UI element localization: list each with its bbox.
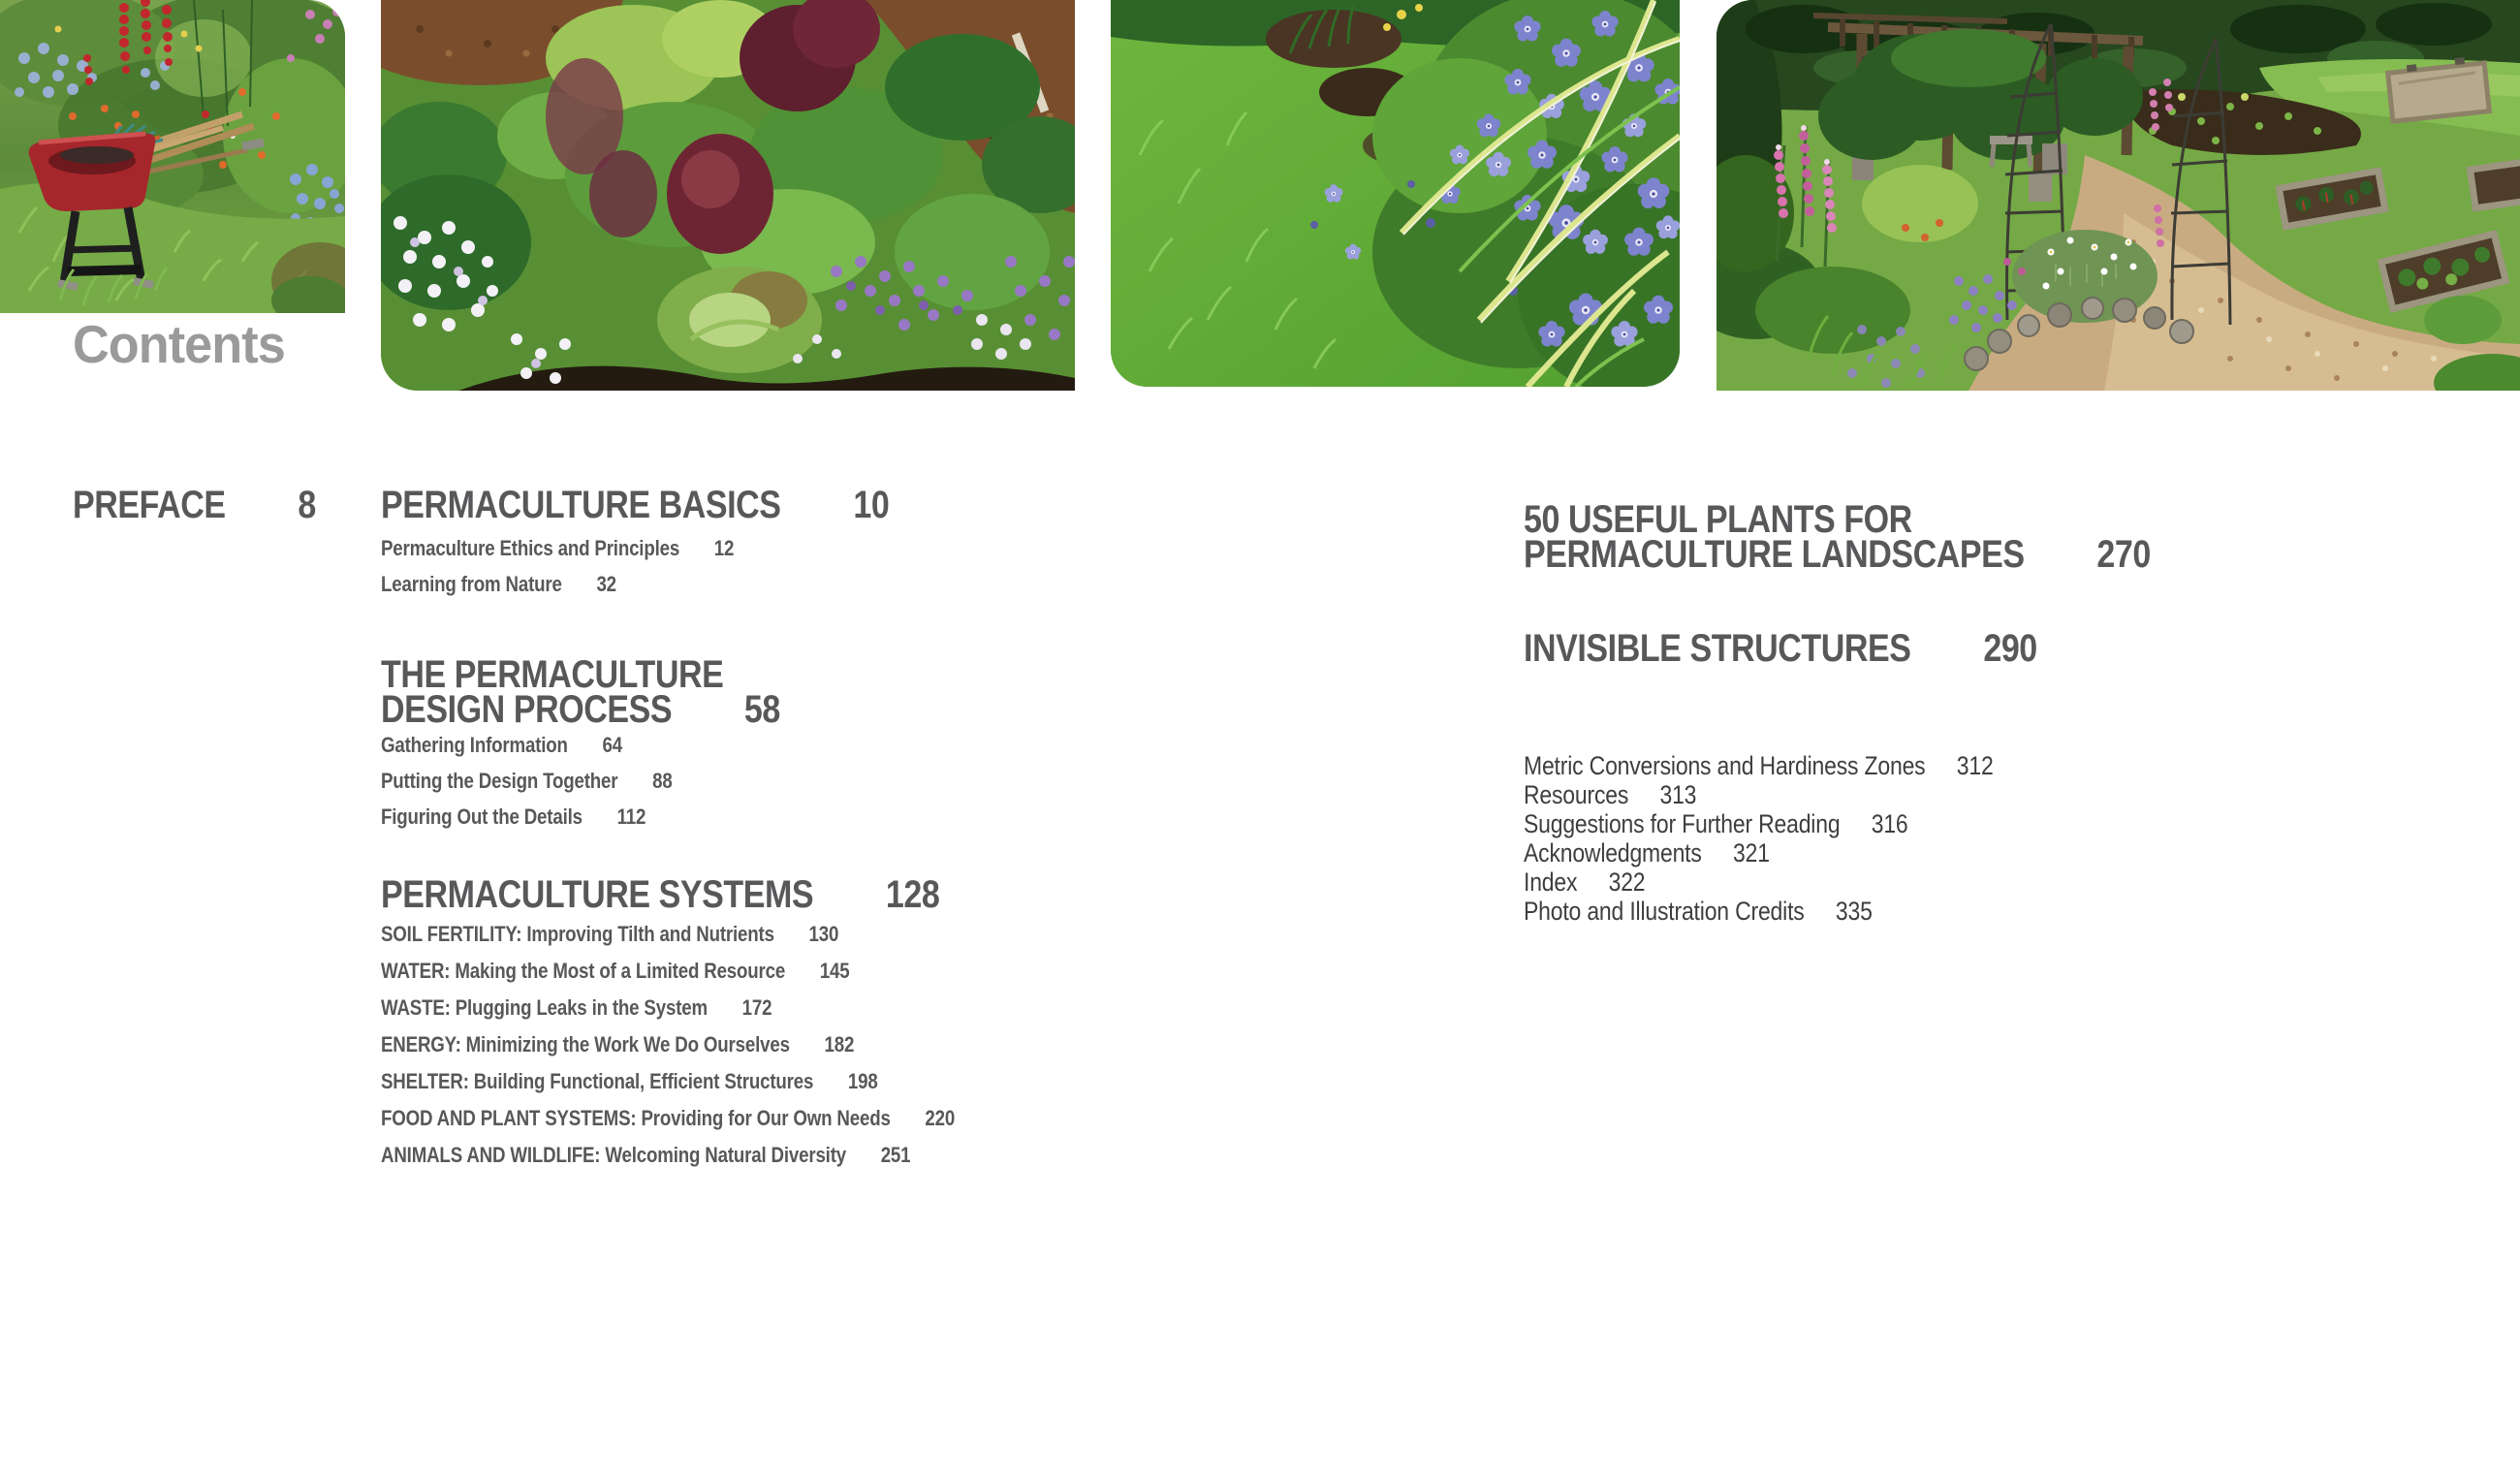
toc-subsection-title: ENERGY: Minimizing the Work We Do Ourselves bbox=[381, 1032, 790, 1056]
toc-subsection-title: Putting the Design Together bbox=[381, 769, 618, 793]
toc-section-title-line1: 50 USEFUL PLANTS FOR bbox=[1524, 498, 1912, 541]
toc-section-title: PERMACULTURE SYSTEMS bbox=[381, 873, 814, 916]
toc-section-page-number: 58 bbox=[743, 688, 780, 731]
toc-section-page-number: 10 bbox=[853, 484, 890, 526]
toc-right-column bbox=[1524, 498, 2347, 926]
toc-section-title: INVISIBLE STRUCTURES bbox=[1524, 627, 1911, 670]
toc-subsection-title: SHELTER: Building Functional, Efficient Structures bbox=[381, 1069, 814, 1093]
toc-section-heading[interactable] bbox=[381, 873, 1122, 916]
toc-subsection-title: WASTE: Plugging Leaks in the System bbox=[381, 995, 708, 1020]
toc-subsection[interactable] bbox=[381, 763, 1122, 799]
toc-back-matter-page-number: 312 bbox=[1956, 751, 1994, 780]
toc-subsection-page-number: 88 bbox=[652, 769, 673, 793]
toc-back-matter-entry[interactable] bbox=[1524, 867, 2347, 897]
photo-garden-path-arbor bbox=[1717, 0, 2520, 391]
toc-subsection-page-number: 112 bbox=[616, 804, 646, 829]
toc-subsection-list bbox=[381, 530, 1122, 602]
toc-middle-column bbox=[381, 484, 1122, 1174]
toc-subsection-page-number: 251 bbox=[880, 1143, 911, 1167]
toc-section-permaculture-systems bbox=[381, 873, 1122, 1174]
toc-section-invisible-structures bbox=[1524, 627, 2347, 670]
garden-path-arbor-illustration bbox=[1717, 0, 2520, 391]
toc-section-heading[interactable] bbox=[381, 484, 1122, 526]
toc-back-matter-entry[interactable] bbox=[1524, 751, 2347, 780]
toc-subsection-page-number: 12 bbox=[713, 536, 735, 560]
toc-subsection-page-number: 172 bbox=[741, 995, 772, 1020]
toc-subsection-page-number: 198 bbox=[847, 1069, 878, 1093]
toc-section-heading[interactable] bbox=[381, 688, 1122, 731]
toc-back-matter-title: Suggestions for Further Reading bbox=[1524, 809, 1841, 838]
page-title: Contents bbox=[73, 314, 285, 374]
toc-entry-title: PREFACE bbox=[73, 484, 226, 526]
toc-subsection-title: Permaculture Ethics and Principles bbox=[381, 536, 680, 560]
toc-section-useful-plants bbox=[1524, 498, 2347, 576]
wheelbarrow-garden-illustration bbox=[0, 0, 345, 313]
toc-left-column bbox=[73, 484, 316, 526]
photo-geranium-flowers bbox=[1111, 0, 1680, 387]
toc-section-title-line1: THE PERMACULTURE bbox=[381, 653, 724, 696]
photo-lettuce-bed bbox=[381, 0, 1075, 391]
toc-back-matter-entry[interactable] bbox=[1524, 780, 2347, 809]
toc-subsection[interactable] bbox=[381, 1026, 1122, 1063]
toc-subsection-title: ANIMALS AND WILDLIFE: Welcoming Natural Diversity bbox=[381, 1143, 846, 1167]
toc-subsection-page-number: 182 bbox=[824, 1032, 855, 1056]
toc-back-matter-entry[interactable] bbox=[1524, 897, 2347, 926]
toc-section-title-line2: PERMACULTURE LANDSCAPES bbox=[1524, 533, 2025, 576]
toc-section-heading[interactable] bbox=[1524, 533, 2347, 576]
toc-subsection[interactable] bbox=[381, 566, 1122, 602]
toc-entry-page-number: 8 bbox=[298, 484, 316, 526]
toc-back-matter-page-number: 316 bbox=[1871, 809, 1908, 838]
toc-section-page-number: 270 bbox=[2096, 533, 2151, 576]
geranium-flowers-illustration bbox=[1111, 0, 1680, 387]
toc-section-page-number: 128 bbox=[885, 873, 940, 916]
toc-subsection-title: SOIL FERTILITY: Improving Tilth and Nutrients bbox=[381, 922, 774, 946]
lettuce-bed-illustration bbox=[381, 0, 1075, 391]
toc-subsection[interactable] bbox=[381, 953, 1122, 990]
toc-back-matter-title: Resources bbox=[1524, 780, 1629, 809]
toc-subsection[interactable] bbox=[381, 727, 1122, 763]
toc-section-title-line2: DESIGN PROCESS bbox=[381, 688, 673, 731]
toc-section-permaculture-basics bbox=[381, 484, 1122, 602]
toc-back-matter-title: Metric Conversions and Hardiness Zones bbox=[1524, 751, 1926, 780]
toc-section-page-number: 290 bbox=[1983, 627, 2037, 670]
toc-back-matter-page-number: 335 bbox=[1835, 897, 1873, 926]
toc-subsection[interactable] bbox=[381, 1100, 1122, 1137]
toc-back-matter-title: Acknowledgments bbox=[1524, 838, 1702, 867]
toc-back-matter-entry[interactable] bbox=[1524, 809, 2347, 838]
toc-entry-preface[interactable] bbox=[73, 484, 316, 526]
toc-subsection[interactable] bbox=[381, 799, 1122, 835]
toc-subsection-page-number: 32 bbox=[596, 572, 616, 596]
toc-back-matter-list bbox=[1524, 751, 2347, 926]
toc-section-design-process bbox=[381, 653, 1122, 835]
toc-back-matter-title: Index bbox=[1524, 867, 1578, 897]
toc-subsection[interactable] bbox=[381, 1137, 1122, 1174]
toc-subsection-page-number: 64 bbox=[602, 733, 622, 757]
toc-subsection[interactable] bbox=[381, 990, 1122, 1026]
toc-subsection-list bbox=[381, 916, 1122, 1174]
toc-subsection-title: FOOD AND PLANT SYSTEMS: Providing for Our Own Needs bbox=[381, 1106, 891, 1130]
toc-subsection-title: Learning from Nature bbox=[381, 572, 562, 596]
photo-wheelbarrow-garden bbox=[0, 0, 345, 313]
toc-back-matter-page-number: 321 bbox=[1733, 838, 1770, 867]
toc-back-matter-page-number: 322 bbox=[1608, 867, 1646, 897]
toc-section-heading[interactable] bbox=[1524, 627, 2347, 670]
toc-back-matter-page-number: 313 bbox=[1659, 780, 1697, 809]
toc-subsection-page-number: 145 bbox=[819, 959, 850, 983]
toc-subsection[interactable] bbox=[381, 530, 1122, 566]
toc-subsection[interactable] bbox=[381, 1063, 1122, 1100]
toc-subsection-page-number: 220 bbox=[925, 1106, 956, 1130]
toc-subsection-title: Gathering Information bbox=[381, 733, 568, 757]
toc-subsection[interactable] bbox=[381, 916, 1122, 953]
toc-section-title: PERMACULTURE BASICS bbox=[381, 484, 781, 526]
toc-subsection-title: Figuring Out the Details bbox=[381, 804, 583, 829]
toc-back-matter-title: Photo and Illustration Credits bbox=[1524, 897, 1805, 926]
toc-back-matter-entry[interactable] bbox=[1524, 838, 2347, 867]
toc-subsection-title: WATER: Making the Most of a Limited Resource bbox=[381, 959, 786, 983]
toc-subsection-page-number: 130 bbox=[808, 922, 839, 946]
toc-subsection-list bbox=[381, 727, 1122, 835]
